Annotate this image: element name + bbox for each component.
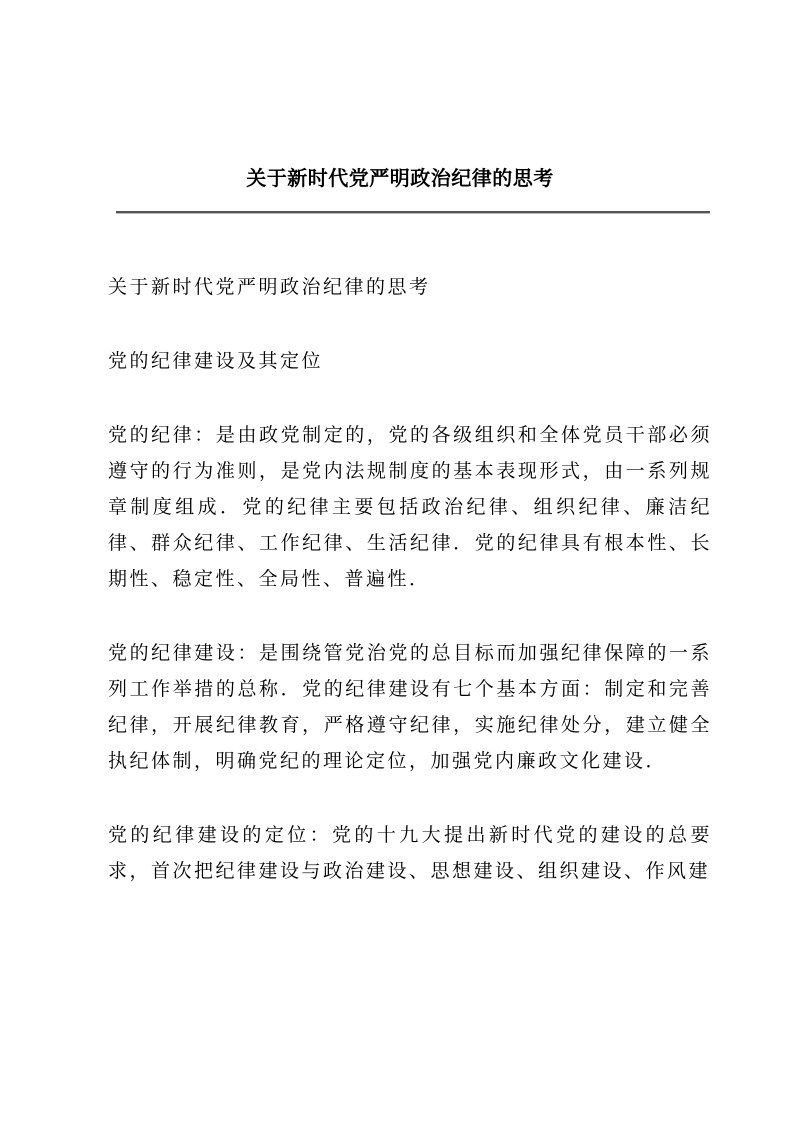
paragraph-discipline-definition: 党的纪律：是由政党制定的，党的各级组织和全体党员干部必须遵守的行为准则，是党内法规制度的基本表现形式，由一系列规章制度组成．党的纪律主要包括政治纪律、组织纪律、廉洁纪律、群众纪律、工作纪律、生活纪律．党的纪律具有根本性、长期性、稳定性、全局性、普遍性． — [108, 424, 712, 590]
paragraph-discipline-positioning: 党的纪律建设的定位：党的十九大提出新时代党的建设的总要求，首次把纪律建设与政治建设、思想建设、组织建设、作风建 — [108, 824, 712, 882]
body-title: 关于新时代党严明政治纪律的思考 — [108, 276, 431, 298]
document-body — [108, 269, 712, 927]
section-heading: 党的纪律建设及其定位 — [108, 350, 324, 372]
page-header-title: 关于新时代党严明政治纪律的思考 — [246, 166, 554, 190]
header-divider — [116, 211, 710, 214]
paragraph-discipline-construction: 党的纪律建设：是围绕管党治党的总目标而加强纪律保障的一系列工作举措的总称．党的纪律建设有七个基本方面：制定和完善纪律，开展纪律教育，严格遵守纪律，实施纪律处分，建立健全执纪体制，明确党纪的理论定位，加强党内廉政文化建设． — [108, 642, 712, 772]
